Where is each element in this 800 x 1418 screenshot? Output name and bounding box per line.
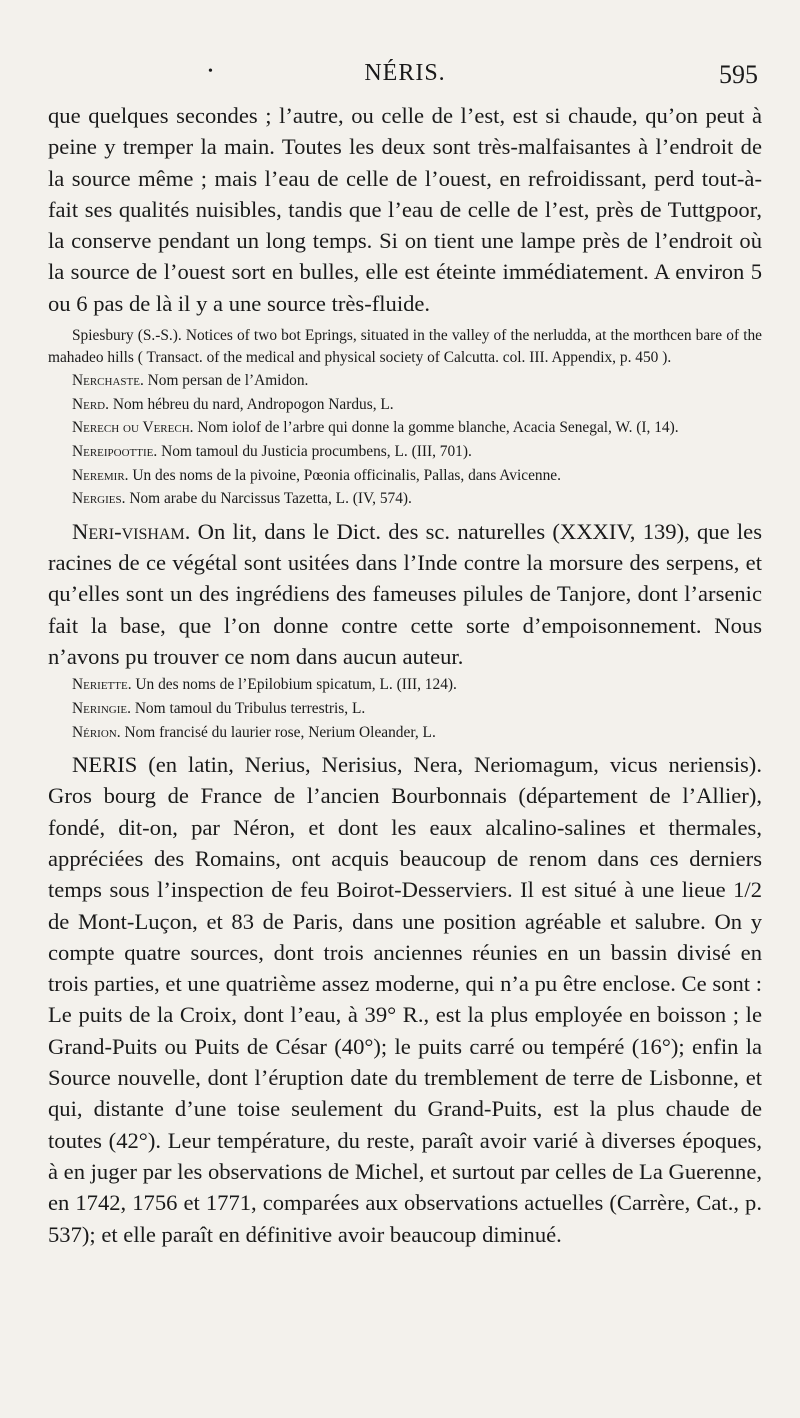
page-number: 595 [719, 60, 758, 89]
entry-nereipoottie [48, 441, 762, 463]
entry-text: On lit, dans le Dict. des sc. naturelles (XXXIV, 139), que les racines de ce végétal sont usitées dans l’Inde contre la morsure des serpens, et qu’elles sont un des ingrédiens des fameuses pilules de Tanjore, dont l’arsenic fait la base, que l’on donne contre cette sorte d’empoisonnement. Nous n’avons pu trouver ce nom dans aucun auteur. [48, 518, 762, 670]
entry-nergies [48, 488, 762, 510]
entry-nerech [48, 417, 762, 439]
entry-list-1 [48, 370, 762, 510]
entry-neris [48, 749, 762, 1250]
running-title: NÉRIS. [364, 60, 446, 86]
entry-text: Nom persan de l’Amidon. [147, 372, 309, 390]
entry-head: Nereipoottie. [72, 443, 158, 461]
entry-text: Nom iolof de l’arbre qui donne la gomme blanche, Acacia Senegal, W. (I, 14). [197, 419, 679, 437]
entry-head: Nergies. [72, 490, 126, 508]
entry-nerd [48, 394, 762, 416]
entry-nerion [48, 722, 762, 744]
entry-head: Nérion. [72, 723, 121, 741]
entry-nerchaste [48, 370, 762, 392]
page-header [48, 60, 762, 100]
entry-head: Neri-visham. [72, 518, 191, 544]
entry-head: Nerchaste. [72, 372, 144, 390]
entry-head: Neriette. [72, 676, 132, 694]
entry-text: Un des noms de l’Epilobium spicatum, L. (III, 124). [135, 676, 457, 694]
entry-neremir [48, 465, 762, 487]
entry-head: Nerd. [72, 395, 109, 413]
entry-head: Neringie. [72, 699, 131, 717]
entry-neri-visham [48, 516, 762, 672]
entry-text: (en latin, Nerius, Nerisius, Nera, Neriomagum, vicus neriensis). Gros bourg de France de l’ancien Bourbonnais (département de l’Allier), fondé, dit-on, par Néron, et dont les eaux alcalino-salines et thermales, appréciées des Romains, ont acquis beaucoup de renom dans ces derniers temps sous l’inspection de feu Boirot-Desserviers. Il est situé à une lieue 1/2 de Mont-Luçon, et 83 de Paris, dans une position agréable et salubre. On y compte quatre sources, dont trois anciennes réunies en un bassin divisé en trois parties, et une quatrième assez moderne, qui n’a pu être enclose. Ce sont : Le puits de la Croix, dont l’eau, à 39° R., est la plus employée en boisson ; le Grand-Puits ou Puits de César (40°); le puits carré ou tempéré (16°); enfin la Source nouvelle, dont l’éruption date du tremblement de terre de Lisbonne, et qui, distante d’une toise seulement du Grand-Puits, est la plus chaude de toutes (42°). Leur température, du reste, paraît avoir varié à diverses époques, à en juger par les observations de Michel, et surtout par celles de La Guerenne, en 1742, 1756 et 1771, comparées aux observations actuelles (Carrère, Cat., p. 537); et elle paraît en définitive avoir beaucoup diminué. [48, 752, 762, 1247]
entry-text: Nom francisé du laurier rose, Nerium Oleander, L. [124, 723, 436, 741]
entry-text: Un des noms de la pivoine, Pœonia officinalis, Pallas, dans Avicenne. [132, 466, 561, 484]
continuation-paragraph: que quelques secondes ; l’autre, ou celle de l’est, est si chaude, qu’on peut à peine y tremper la main. Toutes les deux sont très-malfaisantes à l’endroit de la source même ; mais l’eau de celle de l’ouest, en refroidissant, perd tout-à-fait ses qualités nuisibles, tandis que l’eau de celle de l’est, près de Tuttgpoor, la conserve pendant un long temps. Si on tient une lampe près de l’endroit où la source de l’ouest sort en bulles, elle est éteinte immédiatement. A environ 5 ou 6 pas de là il y a une source très-fluide. [48, 103, 762, 316]
entry-neringie [48, 698, 762, 720]
entry-text: Nom tamoul du Tribulus terrestris, L. [134, 699, 366, 717]
header-dot: • [208, 64, 213, 79]
entry-head: NERIS [72, 752, 138, 778]
entry-text: Nom tamoul du Justicia procumbens, L. (III, 701). [161, 443, 472, 461]
entry-text: Nom hébreu du nard, Andropogon Nardus, L. [112, 395, 394, 413]
entry-head: Neremir. [72, 466, 129, 484]
entry-list-2 [48, 674, 762, 743]
entry-neriette [48, 674, 762, 696]
entry-text: Nom arabe du Narcissus Tazetta, L. (IV, 574). [129, 490, 412, 508]
entry-head: Nerech ou Verech. [72, 419, 194, 437]
citation-note: Spiesbury (S.-S.). Notices of two bot Eprings, situated in the valley of the nerludda, at the morthcen bare of the mahadeo hills ( Transact. of the medical and physical society of Calcutta. col. III. Appendix, p. 450 ). [48, 327, 762, 366]
